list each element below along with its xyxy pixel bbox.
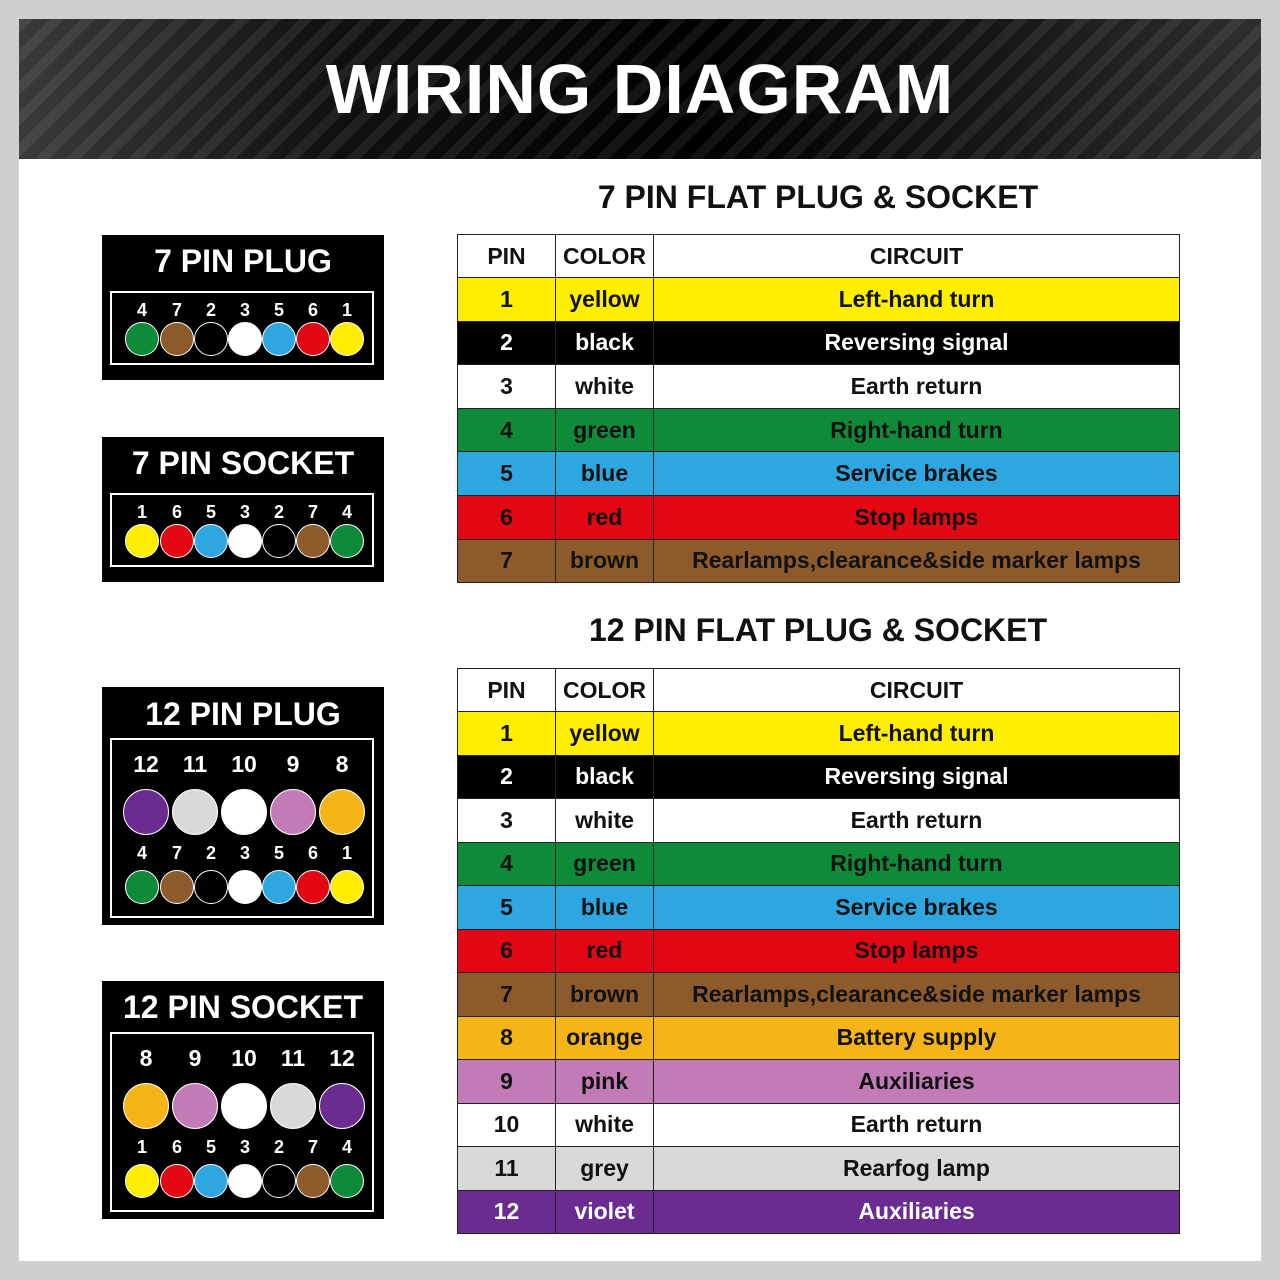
pin-number-label: 9 <box>286 750 300 777</box>
cell-circuit: Earth return <box>654 799 1180 843</box>
pin-color-dot-blue <box>262 322 296 356</box>
pin-number-label: 3 <box>239 843 251 863</box>
cell-color: green <box>556 408 654 452</box>
table-row <box>458 973 1180 1017</box>
cell-pin: 5 <box>458 452 556 496</box>
cell-circuit: Rearfog lamp <box>654 1147 1180 1191</box>
pin-number-label: 6 <box>171 1137 183 1157</box>
pin-color-dot-white <box>228 870 262 904</box>
pin-number-label: 6 <box>171 502 183 522</box>
cell-circuit: Reversing signal <box>654 755 1180 799</box>
table-row <box>458 408 1180 452</box>
pin-color-dot-blue <box>194 1164 228 1198</box>
header-circuit: CIRCUIT <box>654 235 1180 278</box>
connector-frame <box>110 291 374 365</box>
pin-number-label: 1 <box>136 502 148 522</box>
header-color: COLOR <box>556 669 654 712</box>
cell-circuit: Left-hand turn <box>654 712 1180 756</box>
pin-number-label: 1 <box>136 1137 148 1157</box>
pin-number-label: 12 <box>329 1044 355 1071</box>
cell-circuit: Stop lamps <box>654 495 1180 539</box>
pin-color-dot-black <box>194 322 228 356</box>
table-row <box>458 799 1180 843</box>
cell-color: red <box>556 929 654 973</box>
cell-pin: 5 <box>458 886 556 930</box>
table-12-pin <box>457 668 1180 1234</box>
cell-circuit: Rearlamps,clearance&side marker lamps <box>654 539 1180 583</box>
pin-number-label: 6 <box>307 843 319 863</box>
cell-color: violet <box>556 1190 654 1234</box>
section-title-12-pin: 12 PIN FLAT PLUG & SOCKET <box>588 612 1048 648</box>
pin-color-dot-violet <box>123 789 169 835</box>
pin-number-label: 7 <box>307 502 319 522</box>
cell-color: white <box>556 1103 654 1147</box>
cell-color: black <box>556 321 654 365</box>
pin-color-dot-yellow <box>330 870 364 904</box>
cell-pin: 2 <box>458 321 556 365</box>
cell-circuit: Battery supply <box>654 1016 1180 1060</box>
pin-color-dot-pink <box>172 1083 218 1129</box>
cell-pin: 3 <box>458 799 556 843</box>
pin-color-dot-green <box>330 1164 364 1198</box>
table-row <box>458 842 1180 886</box>
cell-circuit: Reversing signal <box>654 321 1180 365</box>
pin-number-label: 2 <box>273 502 285 522</box>
pin-color-dot-red <box>160 1164 194 1198</box>
table-header-row <box>458 235 1180 278</box>
pin-number-label: 11 <box>280 1044 306 1071</box>
cell-circuit: Rearlamps,clearance&side marker lamps <box>654 973 1180 1017</box>
pin-color-dot-white <box>221 789 267 835</box>
section-title-7-pin: 7 PIN FLAT PLUG & SOCKET <box>597 179 1039 215</box>
cell-color: green <box>556 842 654 886</box>
table-header-row <box>458 669 1180 712</box>
pin-color-dot-yellow <box>125 1164 159 1198</box>
cell-pin: 12 <box>458 1190 556 1234</box>
pin-number-label: 2 <box>273 1137 285 1157</box>
cell-color: blue <box>556 452 654 496</box>
header-pin: PIN <box>458 235 556 278</box>
cell-pin: 7 <box>458 539 556 583</box>
pin-number-label: 3 <box>239 300 251 320</box>
cell-pin: 6 <box>458 495 556 539</box>
header-circuit: CIRCUIT <box>654 669 1180 712</box>
pin-color-dot-white <box>221 1083 267 1129</box>
cell-pin: 1 <box>458 278 556 322</box>
table-row <box>458 1060 1180 1104</box>
pin-number-label: 12 <box>133 750 159 777</box>
connector-frame <box>110 1032 374 1212</box>
cell-pin: 4 <box>458 408 556 452</box>
pin-number-label: 5 <box>205 502 217 522</box>
pin-number-label: 10 <box>231 1044 257 1071</box>
pin-color-dot-pink <box>270 789 316 835</box>
pin-color-dot-white <box>228 524 262 558</box>
table-row <box>458 755 1180 799</box>
pin-number-label: 7 <box>171 843 183 863</box>
cell-pin: 11 <box>458 1147 556 1191</box>
pin-color-dot-red <box>160 524 194 558</box>
cell-pin: 1 <box>458 712 556 756</box>
connector-title: 7 PIN SOCKET <box>131 445 355 481</box>
pin-color-dot-red <box>296 322 330 356</box>
table-row <box>458 712 1180 756</box>
table-row <box>458 365 1180 409</box>
table-row <box>458 1016 1180 1060</box>
pin-number-label: 2 <box>205 843 217 863</box>
cell-color: blue <box>556 886 654 930</box>
pin-color-dot-blue <box>194 524 228 558</box>
table-row <box>458 1190 1180 1234</box>
cell-color: brown <box>556 539 654 583</box>
pin-number-label: 5 <box>205 1137 217 1157</box>
pin-color-dot-green <box>125 870 159 904</box>
pin-color-dot-grey <box>270 1083 316 1129</box>
header-pin: PIN <box>458 669 556 712</box>
connector-panel-7-pin-socket <box>102 437 384 582</box>
pin-number-label: 4 <box>136 843 148 863</box>
cell-pin: 9 <box>458 1060 556 1104</box>
table-row <box>458 495 1180 539</box>
cell-circuit: Earth return <box>654 365 1180 409</box>
pin-number-label: 10 <box>231 750 257 777</box>
pin-number-label: 3 <box>239 502 251 522</box>
pin-color-dot-green <box>125 322 159 356</box>
table-row <box>458 929 1180 973</box>
pin-number-label: 8 <box>335 750 349 777</box>
connector-title: 7 PIN PLUG <box>154 243 332 279</box>
cell-circuit: Stop lamps <box>654 929 1180 973</box>
cell-color: brown <box>556 973 654 1017</box>
cell-color: pink <box>556 1060 654 1104</box>
cell-circuit: Right-hand turn <box>654 408 1180 452</box>
table-row <box>458 539 1180 583</box>
pin-color-dot-brown <box>160 870 194 904</box>
table-row <box>458 1103 1180 1147</box>
cell-color: orange <box>556 1016 654 1060</box>
cell-pin: 2 <box>458 755 556 799</box>
cell-circuit: Auxiliaries <box>654 1190 1180 1234</box>
header-banner <box>19 19 1261 159</box>
pin-color-dot-blue <box>262 870 296 904</box>
pin-number-label: 6 <box>307 300 319 320</box>
cell-circuit: Left-hand turn <box>654 278 1180 322</box>
table-row <box>458 886 1180 930</box>
table-7-pin <box>457 234 1180 583</box>
pin-color-dot-violet <box>319 1083 365 1129</box>
pin-color-dot-white <box>228 322 262 356</box>
cell-color: yellow <box>556 712 654 756</box>
pin-color-dot-orange <box>319 789 365 835</box>
cell-color: red <box>556 495 654 539</box>
pin-number-label: 3 <box>239 1137 251 1157</box>
pin-number-label: 4 <box>341 502 353 522</box>
connector-panel-12-pin-plug <box>102 687 384 925</box>
cell-pin: 8 <box>458 1016 556 1060</box>
page-title: WIRING DIAGRAM <box>325 50 955 128</box>
pin-color-dot-yellow <box>125 524 159 558</box>
connector-panel-7-pin-plug <box>102 235 384 380</box>
cell-pin: 10 <box>458 1103 556 1147</box>
pin-color-dot-green <box>330 524 364 558</box>
pin-number-label: 7 <box>171 300 183 320</box>
pin-number-label: 4 <box>341 1137 353 1157</box>
header-color: COLOR <box>556 235 654 278</box>
pin-number-label: 8 <box>139 1044 153 1071</box>
pin-color-dot-brown <box>296 1164 330 1198</box>
wiring-diagram-card <box>19 19 1261 1261</box>
pin-color-dot-grey <box>172 789 218 835</box>
connector-frame <box>110 493 374 567</box>
pin-color-dot-yellow <box>330 322 364 356</box>
cell-color: white <box>556 799 654 843</box>
cell-pin: 6 <box>458 929 556 973</box>
cell-circuit: Service brakes <box>654 886 1180 930</box>
pin-number-label: 1 <box>341 843 353 863</box>
table-row <box>458 278 1180 322</box>
table-row <box>458 452 1180 496</box>
pin-color-dot-white <box>228 1164 262 1198</box>
pin-color-dot-black <box>194 870 228 904</box>
pin-number-label: 7 <box>307 1137 319 1157</box>
connector-title: 12 PIN PLUG <box>145 696 341 732</box>
cell-circuit: Service brakes <box>654 452 1180 496</box>
connector-frame <box>110 738 374 918</box>
cell-pin: 3 <box>458 365 556 409</box>
pin-color-dot-brown <box>296 524 330 558</box>
cell-circuit: Auxiliaries <box>654 1060 1180 1104</box>
cell-pin: 7 <box>458 973 556 1017</box>
pin-color-dot-red <box>296 870 330 904</box>
pin-number-label: 5 <box>273 300 285 320</box>
pin-number-label: 1 <box>341 300 353 320</box>
cell-color: grey <box>556 1147 654 1191</box>
cell-circuit: Earth return <box>654 1103 1180 1147</box>
connector-title: 12 PIN SOCKET <box>122 989 364 1025</box>
pin-number-label: 9 <box>188 1044 202 1071</box>
pin-color-dot-black <box>262 1164 296 1198</box>
table-row <box>458 1147 1180 1191</box>
pin-number-label: 11 <box>182 750 208 777</box>
pin-color-dot-orange <box>123 1083 169 1129</box>
pin-color-dot-black <box>262 524 296 558</box>
pin-number-label: 5 <box>273 843 285 863</box>
pin-number-label: 2 <box>205 300 217 320</box>
cell-color: yellow <box>556 278 654 322</box>
cell-circuit: Right-hand turn <box>654 842 1180 886</box>
pin-number-label: 4 <box>136 300 148 320</box>
connector-panel-12-pin-socket <box>102 981 384 1219</box>
cell-color: black <box>556 755 654 799</box>
pin-color-dot-brown <box>160 322 194 356</box>
table-row <box>458 321 1180 365</box>
cell-color: white <box>556 365 654 409</box>
cell-pin: 4 <box>458 842 556 886</box>
